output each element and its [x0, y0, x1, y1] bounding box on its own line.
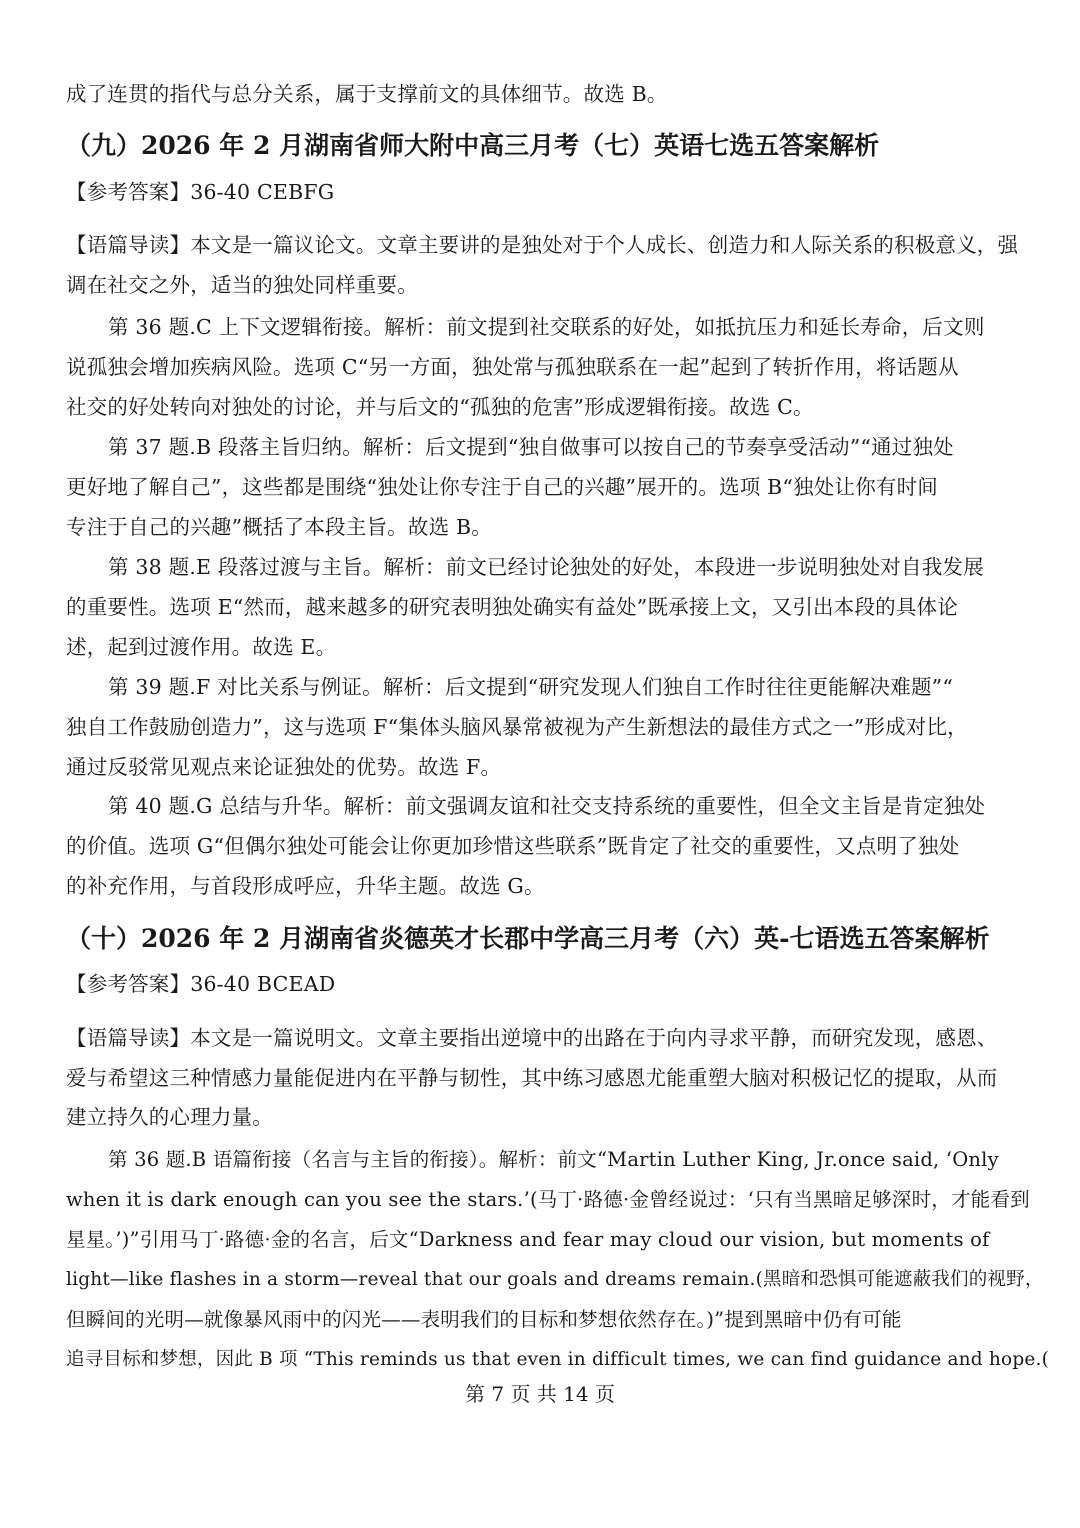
section-10-q36-line: 追寻目标和梦想，因此 B 项 “This reminds us that even in difficult times, we can find guidance and hope.(	[66, 1349, 1050, 1370]
section-9-q40-line: 的补充作用，与首段形成呼应，升华主题。故选 G。	[66, 874, 545, 898]
section-9-q40-line: 的价值。选项 G“但偶尔独处可能会让你更加珍惜这些联系”既肯定了社交的重要性，又点明了独处	[66, 834, 960, 858]
section-9-q37-line: 更好地了解自己”，这些都是围绕“独处让你专注于自己的兴趣”展开的。选项 B“独处让你有时间	[66, 475, 938, 499]
section-9-q36-line: 社交的好处转向对独处的讨论，并与后文的“孤独的危害”形成逻辑衔接。故选 C。	[66, 395, 814, 419]
section-10-q36-line: 第 36 题.B 语篇衔接（名言与主旨的衔接）。解析：前文“Martin Luther King, Jr.once said, ‘Only	[108, 1148, 999, 1171]
section-9-q37-line: 第 37 题.B 段落主旨归纳。解析：后文提到“独自做事可以按自己的节奏享受活动”“通过独处	[108, 435, 954, 459]
section-9-q39-line: 独自工作鼓励创造力”，这与选项 F“集体头脑风暴常被视为产生新想法的最佳方式之一”形成对比，	[66, 715, 968, 739]
section-10-q36-line: when it is dark enough can you see the stars.’(马丁·路德·金曾经说过：‘只有当黑暗足够深时，才能看到	[66, 1188, 1030, 1211]
section-9-intro-line: 调在社交之外，适当的独处同样重要。	[66, 273, 418, 297]
section-10-answer: 【参考答案】36-40 BCEAD	[66, 972, 336, 996]
section-10-intro-line: 爱与希望这三种情感力量能促进内在平静与韧性，其中练习感恩尤能重塑大脑对积极记忆的提取，从而	[66, 1066, 998, 1090]
section-9-heading: （九）2026 年 2 月湖南省师大附中高三月考（七）英语七选五答案解析	[66, 131, 880, 160]
section-9-q38-line: 的重要性。选项 E“然而，越来越多的研究表明独处确实有益处”既承接上文，又引出本段的具体论	[66, 595, 958, 619]
section-9-q38-line: 述，起到过渡作用。故选 E。	[66, 635, 337, 659]
page-footer: 第 7 页 共 14 页	[465, 1382, 615, 1406]
section-9-q40-line: 第 40 题.G 总结与升华。解析：前文强调友谊和社交支持系统的重要性，但全文主旨是肯定独处	[108, 794, 986, 818]
section-10-heading: （十）2026 年 2 月湖南省炎德英才长郡中学高三月考（六）英-七语选五答案解析	[66, 924, 990, 953]
section-10-intro-line: 【语篇导读】本文是一篇说明文。文章主要指出逆境中的出路在于向内寻求平静，而研究发现，感恩、	[66, 1026, 998, 1050]
section-9-q38-line: 第 38 题.E 段落过渡与主旨。解析：前文已经讨论独处的好处，本段进一步说明独处对自我发展	[108, 555, 984, 579]
section-9-q39-line: 第 39 题.F 对比关系与例证。解析：后文提到“研究发现人们独自工作时往往更能解决难题”“	[108, 675, 954, 699]
section-9-q39-line: 通过反驳常见观点来论证独处的优势。故选 F。	[66, 755, 502, 779]
section-10-q36-line: 星星。’)”引用马丁·路德·金的名言，后文“Darkness and fear may cloud our vision, but moments of	[66, 1228, 990, 1251]
section-9-q36-line: 说孤独会增加疾病风险。选项 C“另一方面，独处常与孤独联系在一起”起到了转折作用，将话题从	[66, 355, 959, 379]
section-10-q36-line: 但瞬间的光明—就像暴风雨中的闪光——表明我们的目标和梦想依然存在。)”提到黑暗中仍有可能	[66, 1308, 902, 1331]
section-10-intro-line: 建立持久的心理力量。	[66, 1105, 273, 1129]
section-9-q36-line: 第 36 题.C 上下文逻辑衔接。解析：前文提到社交联系的好处，如抵抗压力和延长寿命，后文则	[108, 315, 985, 339]
section-10-q36-line: light—like flashes in a storm—reveal that our goals and dreams remain.(黑暗和恐惧可能遮蔽我们的视野，	[66, 1269, 1044, 1290]
section-9-q37-line: 专注于自己的兴趣”概括了本段主旨。故选 B。	[66, 515, 492, 539]
section-9-intro-line: 【语篇导读】本文是一篇议论文。文章主要讲的是独处对于个人成长、创造力和人际关系的积极意义，强	[66, 233, 1019, 257]
section-9-answer: 【参考答案】36-40 CEBFG	[66, 180, 335, 204]
carry-over-line: 成了连贯的指代与总分关系，属于支撑前文的具体细节。故选 B。	[66, 82, 668, 106]
